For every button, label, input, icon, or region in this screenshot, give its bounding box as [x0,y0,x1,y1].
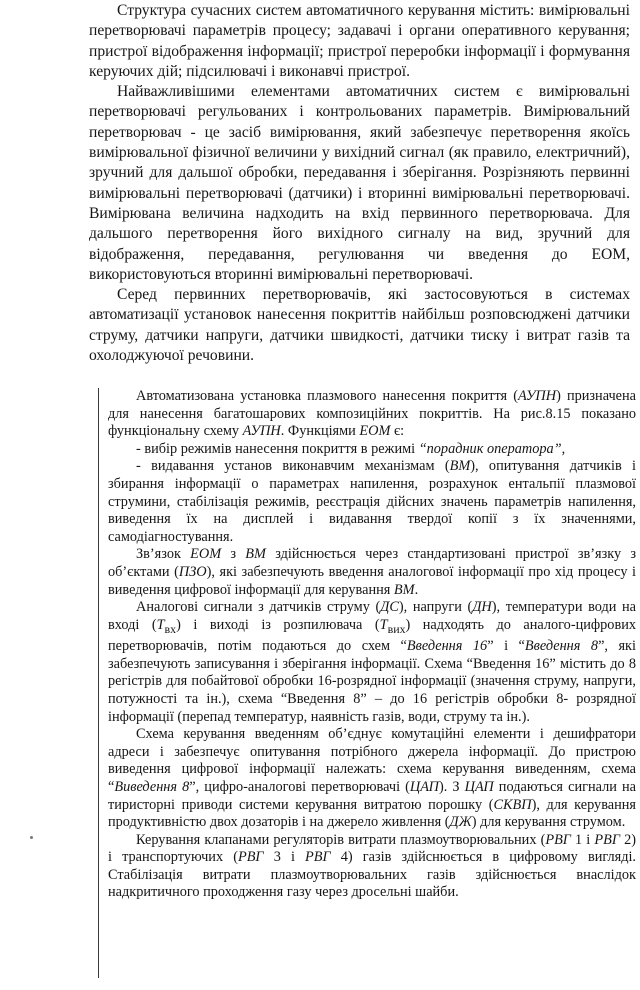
main-text [89,1,630,366]
paragraph-primary-sensors: Серед первинних перетворювачів, які застосовуються в системах автоматизації установок нанесення покриттів найбільш розповсюджені датчики струму, датчики напруги, датчики швидкості, датчики тиску і витрат газів та охолоджуючої речовини. [89,286,630,365]
box-paragraph-communication: Зв’язок ЕОМ з ВМ здійснюється через стандартизовані пристрої зв’язку з об’єктами (ПЗО), які забезпечують введення аналогової інформації про хід процесу і виведення цифрової інформації для керування ВМ. [108,546,637,598]
scan-speck [30,836,33,839]
box-paragraph-aupn: Автоматизована установка плазмового нанесення покриття (АУПН) призначена для нанесення багатошарових композиційних покриттів. На рис.8.15 показано функціональну схему АУПН. Функціями ЕОМ є: [108,388,637,440]
paragraph-measuring-transducers: Найважливішими елементами автоматичних систем є вимірювальні перетворювачі регульованих і контрольованих параметрів. Вимірювальний перетворювач - це засіб вимірювання, який забезпечує перетворення якоїсь вимірювальної фізичної величини у вихідний сигнал (як правило, електричний), зручний для дальшої обробки, передавання і зберігання. Розрізняють первинні вимірювальні перетворювачі (датчики) і вторинні вимірювальні перетворювачі. Вимірювана величина надходить на вхід первинного перетворювача. Для дальшого перетворення його вихідного сигналу на вид, зручний для відображення, передавання, регулювання чи введення до ЕОМ, використовуються вторинні вимірювальні перетворювачі. [89,83,630,283]
box-paragraph-analog-signals: Аналогові сигнали з датчиків струму (ДС), напруги (ДН), температури води на вході $(T_{вх})$ і виході із розпилювача $(T_{вих})$ надходять до аналого-цифрових перетворювачів, потім подаються до схем “Введення 16” і “Введення 8”, які забезпечують записування і зберігання інформації. Схема “Введення 16” містить до 8 регістрів для побайтової обробки 16-розрядної інформації (значення струму, напруги, потужності та ін.), схема “Введення 8” – до 16 регістрів обробки 8- розрядної інформації (перепад температур, наявність газів, води, струму та ін.). [108,599,637,725]
list-item: - вибір режимів нанесення покриття в режимі “порадник оператора”, [136,440,566,457]
paragraph-structure: Структура сучасних систем автоматичного керування містить: вимірювальні перетворювачі параметрів процесу; задавачі і органи оперативного керування; пристрої відображення інформації; пристрої переробки інформації і формування керуючих дій; підсилювачі і виконавчі пристрої. [89,2,630,80]
box-paragraph-input-control: Схема керування введенням об’єднує комутаційні елементи і дешифратори адреси і забезпечує опитування потрібного джерела інформації. До пристрою виведення цифрової інформації належать: схема керування виведенням, схема “Виведення 8”, цифро-аналогові перетворювачі (ЦАП). З ЦАП подаються сигнали на тиристорні приводи системи керування витратою порошку (СКВП), для керування продуктивністю двох дозаторів і на джерело живлення (ДЖ) для керування струмом. [108,726,636,831]
box-paragraph-gas-valves: Керування клапанами регуляторів витрати плазмоутворювальних (РВГ 1 і РВГ 2) і транспортуючих (РВГ 3 і РВГ 4) газів здійснюється в цифровому вигляді. Стабілізація витрати плазмоутворювальних газів здійснюється внаслідок надкритичного проходження газу через дросельні шайби. [108,831,637,901]
computer-functions-list [108,441,636,547]
list-item: - видавання установ виконавчим механізмам (ВМ), опитування датчиків і збирання інформації о параметрах напилення, розрахунок ентальпії плазмової струмини, стабілізація режимів, реєстрація дійсних значень параметрів напилення, виведення їх на дисплей і видавання твердої копії з їх значеннями, самодіагностування. [108,458,637,545]
boxed-small-text [98,388,636,978]
